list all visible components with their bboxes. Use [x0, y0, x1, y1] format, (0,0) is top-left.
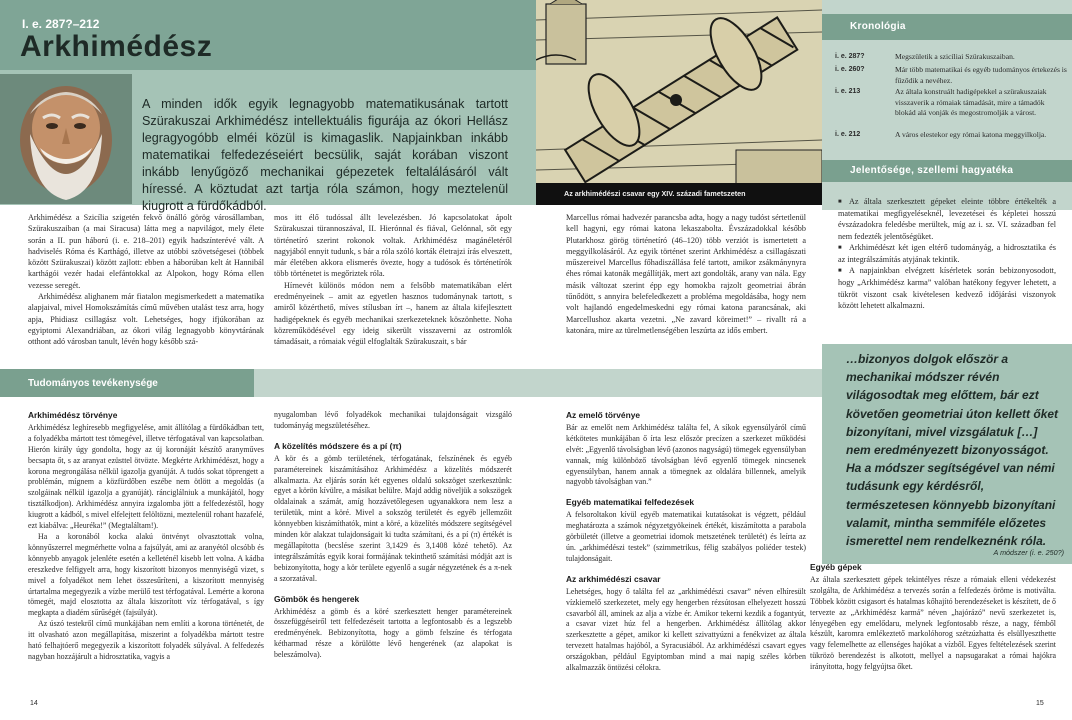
science-paragraph: Az úszó testekről című munkájában nem említi a korona történetét, de itt olvasható azon megállapítása, miszerint a folyadékba mártott testre ható felhajtóerő megegyezik a kiszorított folyadék súlyával. A felfedezés nagyban hozzájárult a hidrosztatika, vagyis a [28, 619, 264, 661]
bio-paragraph: mos itt élő tudóssal állt levelezésben. Jó kapcsolatokat ápolt Szürakuszai türannoszával, II. Hierónnal és fiával, Gelónnal, sőt egy történetíró szerint rokonok voltak. Arkhimédész magánéletéről nagyjából ennyit tudunk, s bár a róla szóló korták életrajzi írás elveszett, már életében akkora elismerés övezte, hogy a tudósok és történetírók több történetet is megőriztek róla. [274, 213, 512, 279]
bullet-square-icon: ■ [838, 244, 842, 251]
bio-column-1 [28, 212, 264, 348]
chronology-date: i. e. 260? [835, 66, 865, 73]
chronology-date: i. e. 287? [835, 53, 865, 60]
quote-attribution: A módszer (i. e. 250?) [993, 548, 1064, 557]
page-title: Arkhimédész [20, 30, 213, 63]
bio-column-2 [274, 212, 512, 348]
section-heading: Egyéb matematikai felfedezések [566, 497, 695, 508]
legacy-list [838, 196, 1056, 311]
bio-paragraph: Arkhimédész a Szicília szigetén fekvő önálló görög városállamban, Szürakuszaiban (a mai Siracusa) látta meg a napvilágot, mely élete során a II. pun háború (i. e. 218–201) egyik hadszínterévé vált. A hadviselés Róma és Karthágó, illetve az utóbbi szövetségesei (többek között Szürakuszai) között zajlott: ebben a háborúban kelt át Hannibál karthágói vezér hadai elefántokkal az Alpokon, hogy Róma ellen vezesse seregét. [28, 213, 264, 290]
section-heading: Egyéb gépek [810, 562, 862, 572]
science-column-2 [274, 410, 512, 661]
illustration-caption: Az arkhimédészi csavar egy XIV. századi fametszeten [536, 183, 822, 205]
legacy-item: ■ A napjainkban elvégzett kísérletek során bebizonyosodott, hogy „Arkhimédész karma” valóban hatékony fegyver lehetett, a tükröt viszont csak kivételesen kedvező időjárási viszonyok között lehetett alkalmazni. [838, 266, 1056, 310]
science-column-4 [810, 562, 1056, 673]
science-column-3 [566, 410, 806, 674]
section-heading: Az emelő törvénye [566, 410, 641, 420]
chronology-text: Már több matematikai és egyéb tudományos értekezés is fűződik a nevéhez. [895, 65, 1067, 85]
bio-column-3 [566, 212, 806, 336]
bullet-square-icon: ■ [838, 268, 842, 275]
legacy-item: ■ Az általa szerkesztett gépeket eleinte többre értékelték a matematikai megfigyeléseknél, levezetései és képletei hosszú évszázadokra feledésbe merültek, míg az i. sz. VI. században fel nem fedezték jelentőségüket. [838, 197, 1056, 241]
legacy-heading: Jelentősége, szellemi hagyatéka [822, 160, 1072, 182]
science-paragraph: A kör és a gömb területének, térfogatának, felszínének és egyéb paramétereinek kiszámításához Arkhimédész a közelítés módszerét alkalmazta. Az eljárás során két egyenes oldalú sokszöget szerkesztünk: egyet a körön kívülre, a másikat belülre. Majd addig növeljük a sokszögek oldalainak a számát, amíg hozzávetőlegesen ugyanakkora nem lesz a területük, mint a köré. Mivel a sokszög területét és egyéb jellemzőit könnyebben kiszámíthatók, mint a köré, a közelítés módszere segítségével minden kör alakzat tulajdonságait ki tudta számítani, és a pí (π) értékét is megállapította (becslése szerint 3,1429 és 3,1408 közé tehető). Az integrálszámítás egyik korai formájának tekinthető számítási módját azt is bebizonyította, hogy a kör területe egyenlő a sugár négyzetének és a π-nek a szorzatával. [274, 453, 512, 583]
science-paragraph: nyugalomban lévő folyadékok mechanikai tulajdonságait vizsgáló tudományág megszületéséhez. [274, 410, 512, 430]
section-heading: A közelítés módszere és a pí (π) [274, 440, 402, 451]
science-paragraph: Arkhimédész leghíresebb megfigyelése, amit állítólag a fürdőkádban tett, a folyadékba mártott test tömegével, illetve térfogatával van kapcsolatban. Hierón király úgy gondolta, hogy az új koronáját készítő aranyműves becsapta őt, s az aranyat ezüsttel ötvözte. Megkérte Arkhimédészt, hogy a korona megrongálása nélkül igazolja gyanúját. A tudós sokat töprengett a problémán, mígnem a közfürdőben eszébe nem ötlött a megoldás (a szolgáinak nélkül igazolja a gyanúját). ránciglálniuk a munkájától, hogy tisztálkodjon). Arkhimédész annyira izgalomba jött a felfedezéstől, hogy kiugrott a kádból, s mivel elfelejtett felöltözni, meztelenül rohant hazafelé, ezt kiabálva: „Heuréka!” (Megtaláltam!). [28, 422, 264, 531]
section-heading: Arkhimédész törvénye [28, 410, 118, 420]
chronology-date: i. e. 213 [835, 88, 861, 95]
science-paragraph: A felsoroltakon kívül egyéb matematikai kutatásokat is végzett, például meghatározta a számok négyzetgyökeinek értékét, kiszámította a parabola görbületét (illetve a geometriai idomok metszetének területét) és leírta az ún. „arkhimédészi testek” (szimmetrikus, félig szabályos poliéder testek) tulajdonságait. [566, 510, 806, 563]
page-number-left: 14 [30, 700, 38, 707]
science-paragraph: Ha a koronából kocka alakú öntvényt olvasztottak volna, könnyűszerrel megmérhette volna a fajsúlyát, ami az aranyétól olcsóbb és könnyebb anyagok jelenléte esetén a kelleténél kisebb lett volna. A kádba ereszkedve felfigyelt arra, hogy kiszorított bizonyos mennyiségű vizet, s mivel a folyadékot nem lehet összesűríteni, a kiszorított mennyiség úrtartalma megegyezik a vízbe merülő test térfogatával. Lemérte a korona tömegét, majd elosztotta az általa kiszorított víz térfogatával, s így megkapta a diadém sűrűségét (fajsúlyát). [28, 531, 264, 618]
pull-quote: …bizonyos dolgok először a mechanikai módszer révén világosodtak meg előttem, bár ezt követően geometriai úton kellett őket bizonyítani, mivel vizsgálatuk […] nem eredményezett bizonyosságot. Ha a módszer segítségével van némi tudásunk egy kérdésről, természetesen könnyebb bizonyítani valamit, mintha semmiféle előzetes ismerettel nem rendelkeznénk róla. [846, 352, 1059, 549]
science-paragraph: Bár az emelőt nem Arkhimédész találta fel, A síkok egyensúlyáról című kétkötetes munkájában ő írta lesz először precízen a szerkezet működési elvét: „Egyenlő távolságban lévő (azonos nagyságú) tömegek egyensúlyban vannak, míg különböző távolságban lévő egyenlő tömegek nincsenek egyensúlyban, hanem annak a tömegnek az oldalára billennek, amelyik nagyobb távolságban van.” [566, 422, 806, 487]
section-heading: Az arkhimédészi csavar [566, 573, 661, 584]
portrait-image [0, 74, 132, 204]
bullet-square-icon: ■ [838, 199, 842, 205]
bio-paragraph: Hírnevét különös módon nem a felsőbb matematikában elért eredményeinek – amit az egyetlen hasznos tudománynak tartott, s amiről közérthető, míves stílusban írt –, hanem az általa kifejlesztett hadigépeknek és egyéb mechanikai szerkezeteknek köszönhette. Noha közreműködésével egy ideig sikerült visszaverni az ostromlók támadásait, a rómaiak végül elfoglalták Szürakuszait, s bár [274, 280, 512, 347]
science-heading: Tudományos tevékenysége [0, 369, 254, 397]
chronology-date: i. e. 212 [835, 131, 861, 138]
chronology-text: A város elestekor egy római katona meggyilkolja. [895, 130, 1047, 139]
legacy-item: ■ Arkhimédészt két igen eltérő tudományág, a hidrosztatika és az integrálszámítás atyjának tekintik. [838, 242, 1056, 265]
section-heading: Gömbök és hengerek [274, 593, 360, 604]
date-label: I. e. 287?–212 [22, 17, 100, 31]
science-paragraph: Lehetséges, hogy ő találta fel az „arkhimédészi csavar” néven elhíresült vízkiemelő szerkezetet, mely egy hengerben rézsútosan elhelyezett hosszú csavarból áll, aminek az alja a vízbe ér. Amikor tekerni kezdik a fogantyút, a csavar vizet húz fel a hengerben. Arkhimédész állítólag akkor szerkesztette a gépet, amikor ki kellett szivattyúzni a fenékvizet az általa tervezett hatalmas hajóból, a Syracusiából. Az arkhimédészi csavart egyes országokban, például Egyiptomban mind a mai napig széles körben alkalmazzák öntözési célokra. [566, 586, 806, 673]
science-paragraph: Arkhimédész a gömb és a köré szerkesztett henger paramétereinek összefüggéseiről tett felfedezéseit tartotta a legfontosabb és a legszebb eredményének. Bebizonyította, hogy a gömb felszíne és térfogata kétharmad része a körülötte lévő hengerének (az alapokat is beleszámolva). [274, 606, 512, 660]
intro-paragraph: A minden idők egyik legnagyobb matematikusának tartott Szürakuszai Arkhimédész intellektuális figurája az ókori Hellász legragyogóbb elméi közül is kimagaslik. Napjainkban inkább matematikai felfedezéseiért becsülik, saját korában viszont inkább lenyűgöző mechanikai gépezetek feltalálásáról vált híressé. A köztudat azt tartja róla számon, hogy meztelenül kiugrott a fürdőkádból. [142, 97, 508, 213]
chronology-text: Az általa konstruált hadigépekkel a szürakuszaiak visszaverik a rómaiak támadását, mire a támadók blokád alá vonják és megostromolják a várost. [895, 87, 1047, 118]
bio-paragraph: Marcellus római hadvezér parancsba adta, hogy a nagy tudóst sértetlenül kell hagyni, egy római katona lekaszabolta. Évszázadokkal később Plutarkhosz görög történetíró (46–120) több verziót is ismertetett a meggyilkolásáról. Az egyik történet szerint Arkhimédész a csillagászati műszereivel Marcellus főhadiszállása felé tartott, amikor zsákmánynyra éhes római katonák megállítják, mert azt gondolták, arany van nála. Egy másik változat szerint épp egy homokba rajzolt geometriai ábrán tűnődött, s annyira belefeledkezett a probléma megoldásába, hogy nem volt hajlandó engedelmeskedni egy római katona parancsának, aki Marcellushoz akarta vezetni. „Ne zavard köreimet!” – rivallt rá a katonára, mire az türelmetlenségében leszúrta az idős embert. [566, 213, 806, 335]
archimedes-screw-woodcut [536, 0, 822, 205]
chronology-text: Megszületik a szicíliai Szürakuszaiban. [895, 52, 1015, 61]
page-number-right: 15 [1036, 700, 1044, 707]
bio-paragraph: Arkhimédész alighanem már fiatalon megismerkedett a matematika alapjaival, mivel Homokszámítás című művében utalást tesz arra, hogy apja, Phidiasz csillagász volt. Lehetséges, hogy ifjúkorában az egyiptomi Alexandriában, az ókori világ legnagyobb könyvtárának otthont adó városban tanult, lévén hogy később szá- [28, 292, 264, 347]
science-column-1 [28, 410, 264, 663]
chronology-heading: Kronológia [822, 14, 1072, 40]
science-paragraph: Az általa szerkesztett gépek tekintélyes része a rómaiak elleni védekezést szolgálta, de Arkhimédész a tervezés során a felfedezés öröme is motiválta. Többek között csigasort és hatalmas kőhajító berendezéseket is készített, de ő tervezte az „Arkhimédész karmá” néven „hajórázó” nevű szerkezetet is, lényegében egy emelődaru, melynek legfontosabb része, a nagy, fémből készült, karomra emlékeztető markolóhorog szétzúzhatta és elsüllyeszthette vagy felemelhette az ellenséges hajókat a vízből. Egyes feltételezések szerint tükrözö berendezést is alkotott, mellyel a napsugarakat a római hajókra irányította, hogy felgyújtsa őket. [810, 574, 1056, 672]
